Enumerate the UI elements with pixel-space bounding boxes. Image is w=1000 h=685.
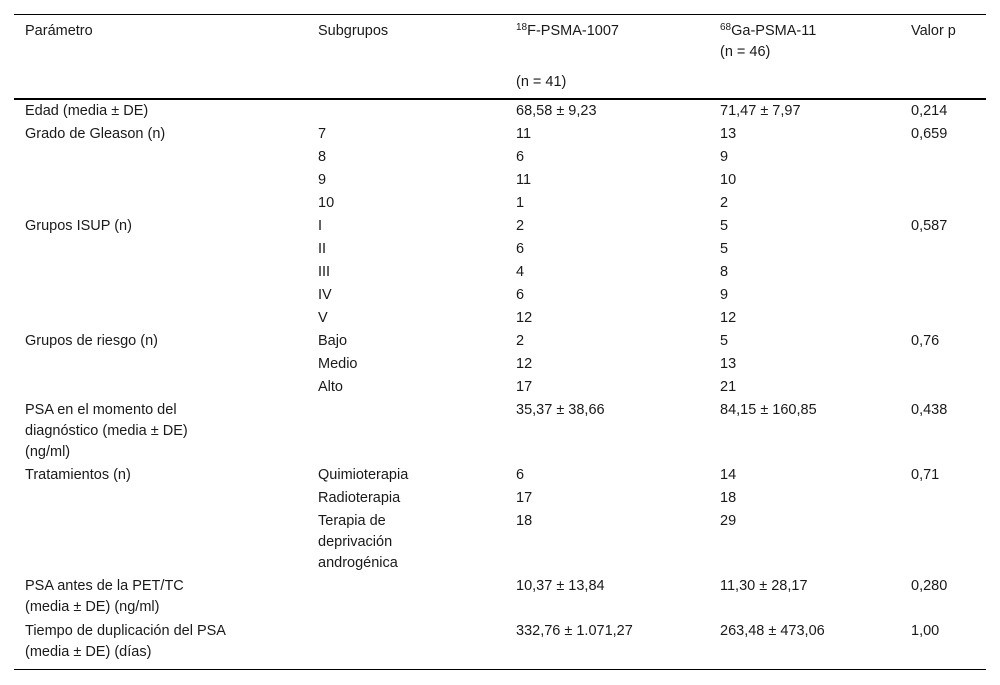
sub-isup-iv: IV [318, 287, 332, 303]
table-bottom-rule [14, 669, 986, 670]
cell-ga-isup-ii: 5 [720, 241, 729, 257]
cell-ga-trat-quimio: 14 [720, 467, 737, 483]
sub-isup-i: I [318, 218, 323, 234]
cell-f-riesgo-bajo: 2 [516, 333, 525, 349]
cell-ga-riesgo-alto: 21 [720, 379, 737, 395]
cell-ga-gleason-9: 10 [720, 172, 737, 188]
header-f-psma [516, 21, 706, 42]
cell-f-isup-iii: 4 [516, 264, 525, 280]
cell-ga-isup-iv: 9 [720, 287, 729, 303]
cell-f-isup-i: 2 [516, 218, 525, 234]
sub-riesgo-alto: Alto [318, 379, 343, 395]
cell-p-gleason: 0,659 [911, 126, 948, 142]
cell-ga-riesgo-bajo: 5 [720, 333, 729, 349]
header-ga-psma [720, 21, 905, 42]
table-top-rule [14, 14, 986, 15]
header-param: Parámetro [25, 23, 93, 39]
cell-f-trat-quimio: 6 [516, 467, 525, 483]
cell-f-psa-pet: 10,37 ± 13,84 [516, 578, 605, 594]
cell-p-psa-pet: 0,280 [911, 578, 948, 594]
row-label-gleason: Grado de Gleason (n) [25, 126, 166, 142]
row-label-psa-pet: PSA antes de la PET/TC (media ± DE) (ng/ml) [25, 578, 184, 615]
sub-gleason-8: 8 [318, 149, 327, 165]
row-label-psa-dx: PSA en el momento del diagnóstico (media ± DE) (ng/ml) [25, 402, 188, 460]
cell-ga-gleason-7: 13 [720, 126, 737, 142]
cell-f-riesgo-medio: 12 [516, 356, 533, 372]
cell-f-isup-iv: 6 [516, 287, 525, 303]
cell-ga-trat-radio: 18 [720, 490, 737, 506]
sub-riesgo-bajo: Bajo [318, 333, 348, 349]
cell-f-riesgo-alto: 17 [516, 379, 533, 395]
sub-trat-quimio: Quimioterapia [318, 467, 409, 483]
ga-tracer-name: Ga-PSMA-11 [731, 23, 817, 39]
cell-ga-isup-iii: 8 [720, 264, 729, 280]
sub-isup-iii: III [318, 264, 331, 280]
sub-riesgo-medio: Medio [318, 356, 358, 372]
sub-trat-radio: Radioterapia [318, 490, 401, 506]
cell-p-tiempo: 1,00 [911, 623, 940, 639]
cell-f-isup-v: 12 [516, 310, 533, 326]
header-f-n: (n = 41) [516, 74, 567, 90]
header-subgroups: Subgrupos [318, 23, 389, 39]
cell-ga-isup-v: 12 [720, 310, 737, 326]
sub-gleason-10: 10 [318, 195, 335, 211]
row-label-riesgo: Grupos de riesgo (n) [25, 333, 158, 349]
row-label-edad: Edad (media ± DE) [25, 103, 149, 119]
header-ga-n: (n = 46) [720, 44, 771, 60]
cell-f-gleason-10: 1 [516, 195, 525, 211]
cell-p-isup: 0,587 [911, 218, 948, 234]
cell-ga-tiempo: 263,48 ± 473,06 [720, 623, 825, 639]
sub-trat-deprivacion: Terapia de deprivación androgénica [318, 513, 398, 571]
sub-gleason-7: 7 [318, 126, 327, 142]
cell-ga-isup-i: 5 [720, 218, 729, 234]
f-isotope-sup: 18 [516, 22, 528, 33]
ga-isotope-sup: 68 [720, 22, 732, 33]
cell-f-tiempo: 332,76 ± 1.071,27 [516, 623, 633, 639]
cell-ga-gleason-8: 9 [720, 149, 729, 165]
cell-ga-psa-pet: 11,30 ± 28,17 [720, 578, 808, 594]
row-label-tratamientos: Tratamientos (n) [25, 467, 131, 483]
f-tracer-name: F-PSMA-1007 [527, 23, 619, 39]
cell-f-gleason-9: 11 [516, 172, 532, 188]
sub-gleason-9: 9 [318, 172, 327, 188]
cell-ga-psa-dx: 84,15 ± 160,85 [720, 402, 817, 418]
row-label-isup: Grupos ISUP (n) [25, 218, 132, 234]
cell-ga-trat-deprivacion: 29 [720, 513, 737, 529]
cell-ga-edad: 71,47 ± 7,97 [720, 103, 801, 119]
sub-isup-ii: II [318, 241, 327, 257]
cell-f-psa-dx: 35,37 ± 38,66 [516, 402, 605, 418]
cell-f-trat-deprivacion: 18 [516, 513, 533, 529]
cell-ga-riesgo-medio: 13 [720, 356, 737, 372]
cell-f-trat-radio: 17 [516, 490, 533, 506]
cell-p-edad: 0,214 [911, 103, 948, 119]
cell-p-riesgo: 0,76 [911, 333, 940, 349]
sub-isup-v: V [318, 310, 328, 326]
header-pvalue: Valor p [911, 23, 956, 39]
table-header-rule [14, 98, 986, 100]
cell-f-isup-ii: 6 [516, 241, 525, 257]
cell-ga-gleason-10: 2 [720, 195, 729, 211]
cell-f-edad: 68,58 ± 9,23 [516, 103, 597, 119]
cell-p-tratamientos: 0,71 [911, 467, 940, 483]
cell-f-gleason-7: 11 [516, 126, 532, 142]
cell-p-psa-dx: 0,438 [911, 402, 948, 418]
row-label-tiempo: Tiempo de duplicación del PSA (media ± DE) (días) [25, 623, 226, 660]
cell-f-gleason-8: 6 [516, 149, 525, 165]
